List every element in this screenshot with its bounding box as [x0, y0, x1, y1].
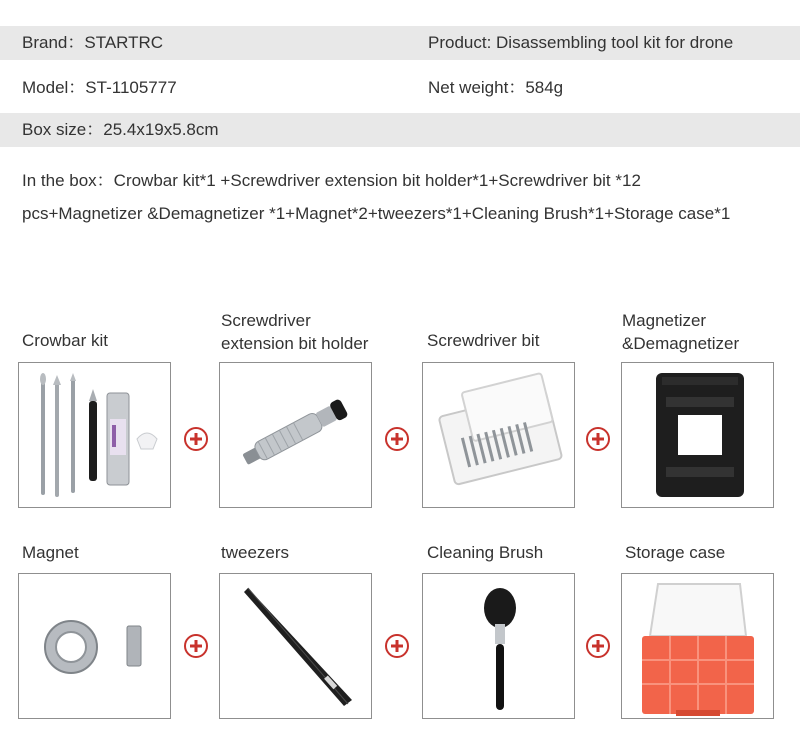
tweezers-icon [220, 574, 372, 719]
net-weight-text: Net weight：584g [428, 78, 564, 97]
crowbar-kit-icon [19, 363, 171, 508]
storage-case-tile [621, 573, 774, 719]
spec-row-brand-product [0, 26, 800, 60]
product-text: Product: Disassembling tool kit for drone [428, 33, 734, 52]
spec-row-box-size [0, 113, 800, 147]
brand-text: Brand：STARTRC [22, 33, 164, 52]
tweezers-tile [219, 573, 372, 719]
item-label-screwdriver-bit: Screwdriver bit [427, 331, 540, 350]
plus-circle-icon [183, 633, 209, 659]
plus-separator-1 [183, 426, 209, 452]
cleaning-brush-icon [423, 574, 575, 719]
screwdriver-icon [220, 363, 372, 508]
item-label-tweezers: tweezers [221, 543, 290, 562]
item-label-magnet: Magnet [22, 543, 79, 562]
spec-row-model-weight [0, 71, 800, 105]
item-label-screwdriver: Screwdriver extension bit holder [221, 311, 369, 353]
magnet-icon [19, 574, 171, 719]
plus-separator-6 [585, 633, 611, 659]
crowbar-kit-tile [18, 362, 171, 508]
plus-circle-icon [585, 633, 611, 659]
storage-case-icon [622, 574, 774, 719]
item-label-cleaning-brush: Cleaning Brush [427, 543, 544, 562]
plus-separator-2 [384, 426, 410, 452]
plus-separator-4 [183, 633, 209, 659]
screwdriver-bit-box-icon [423, 363, 575, 508]
plus-circle-icon [183, 426, 209, 452]
magnetizer-icon [622, 363, 774, 508]
magnet-tile [18, 573, 171, 719]
plus-circle-icon [585, 426, 611, 452]
item-label-magnetizer: Magnetizer &Demagnetizer [622, 311, 740, 353]
cleaning-brush-tile [422, 573, 575, 719]
screwdriver-tile [219, 362, 372, 508]
in-the-box-text [22, 164, 792, 230]
plus-separator-5 [384, 633, 410, 659]
plus-separator-3 [585, 426, 611, 452]
item-label-storage-case: Storage case [625, 543, 726, 562]
plus-circle-icon [384, 633, 410, 659]
box-size-text: Box size：25.4x19x5.8cm [22, 120, 219, 139]
in-the-box-line-1: In the box：Crowbar kit*1 +Screwdriver extension bit holder*1+Screwdriver bit *12 [22, 171, 641, 190]
item-label-crowbar-kit: Crowbar kit [22, 331, 108, 350]
in-the-box-line-2: pcs+Magnetizer &Demagnetizer *1+Magnet*2+tweezers*1+Cleaning Brush*1+Storage case*1 [22, 204, 731, 223]
model-text: Model：ST-1105777 [22, 78, 177, 97]
magnetizer-tile [621, 362, 774, 508]
screwdriver-bit-tile [422, 362, 575, 508]
plus-circle-icon [384, 426, 410, 452]
